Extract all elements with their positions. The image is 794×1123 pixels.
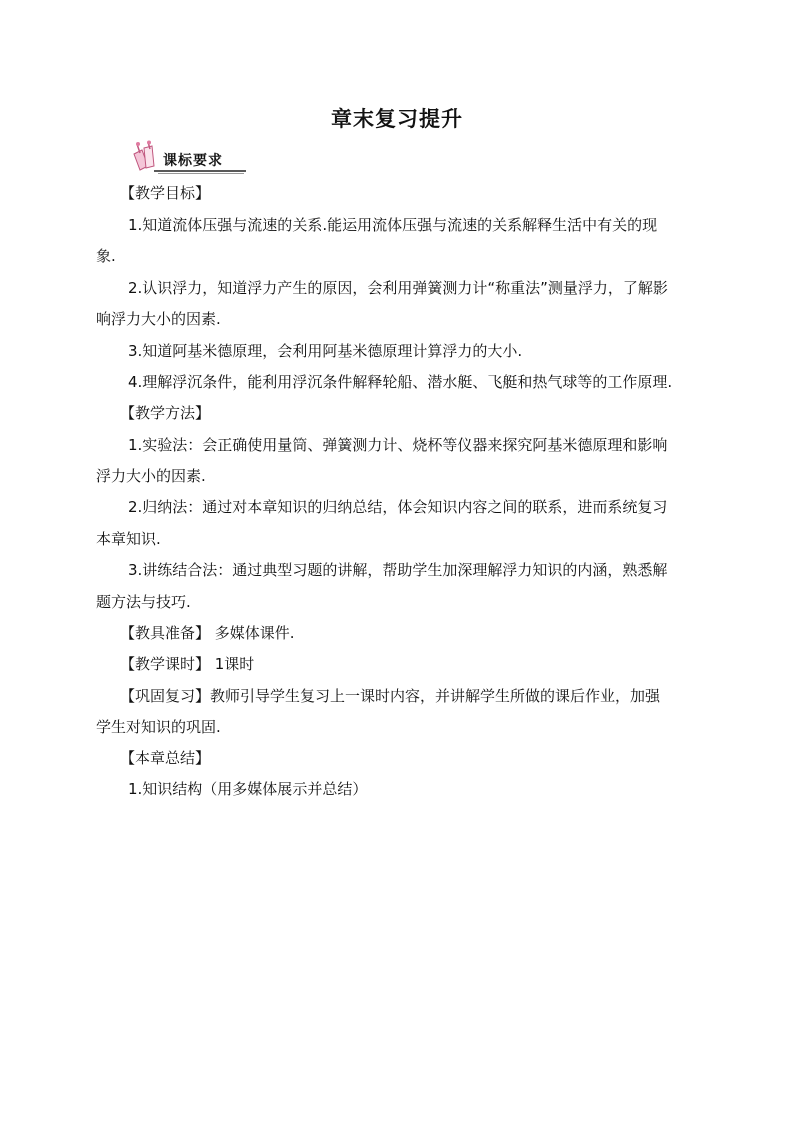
badge-label: 课标要求 bbox=[163, 153, 223, 169]
paragraph-line: 象. bbox=[96, 247, 116, 265]
section-heading: 【教具准备】 多媒体课件. bbox=[120, 624, 295, 642]
paragraph-line: 题方法与技巧. bbox=[96, 593, 191, 611]
section-heading: 【教学方法】 bbox=[120, 404, 211, 422]
paragraph-line: 1.实验法：会正确使用量筒、弹簧测力计、烧杯等仪器来探究阿基米德原理和影响 bbox=[128, 436, 668, 454]
section-heading: 【教学课时】 1课时 bbox=[120, 655, 255, 673]
pencil-cup-icon bbox=[134, 141, 154, 171]
paragraph-line: 【巩固复习】教师引导学生复习上一课时内容，并讲解学生所做的课后作业，加强 bbox=[120, 687, 661, 705]
paragraph-line: 3.讲练结合法：通过典型习题的讲解，帮助学生加深理解浮力知识的内涵，熟悉解 bbox=[128, 561, 668, 579]
paragraph-line: 学生对知识的巩固. bbox=[96, 718, 221, 736]
page-title: 章末复习提升 bbox=[331, 107, 463, 131]
paragraph-line: 1.知识结构（用多媒体展示并总结） bbox=[128, 780, 368, 798]
paragraph-line: 4.理解浮沉条件，能利用浮沉条件解释轮船、潜水艇、飞艇和热气球等的工作原理. bbox=[128, 373, 673, 391]
paragraph-line: 1.知道流体压强与流速的关系.能运用流体压强与流速的关系解释生活中有关的现 bbox=[128, 216, 658, 234]
paragraph-line: 本章知识. bbox=[96, 530, 161, 548]
paragraph-line: 2.归纳法：通过对本章知识的归纳总结，体会知识内容之间的联系，进而系统复习 bbox=[128, 498, 668, 516]
section-heading: 【教学目标】 bbox=[120, 184, 211, 202]
paragraph-line: 浮力大小的因素. bbox=[96, 467, 206, 485]
section-heading: 【本章总结】 bbox=[120, 749, 211, 767]
paragraph-line: 2.认识浮力，知道浮力产生的原因，会利用弹簧测力计“称重法”测量浮力，了解影 bbox=[128, 279, 668, 297]
paragraph-line: 3.知道阿基米德原理，会利用阿基米德原理计算浮力的大小. bbox=[128, 342, 523, 360]
paragraph-line: 响浮力大小的因素. bbox=[96, 310, 221, 328]
